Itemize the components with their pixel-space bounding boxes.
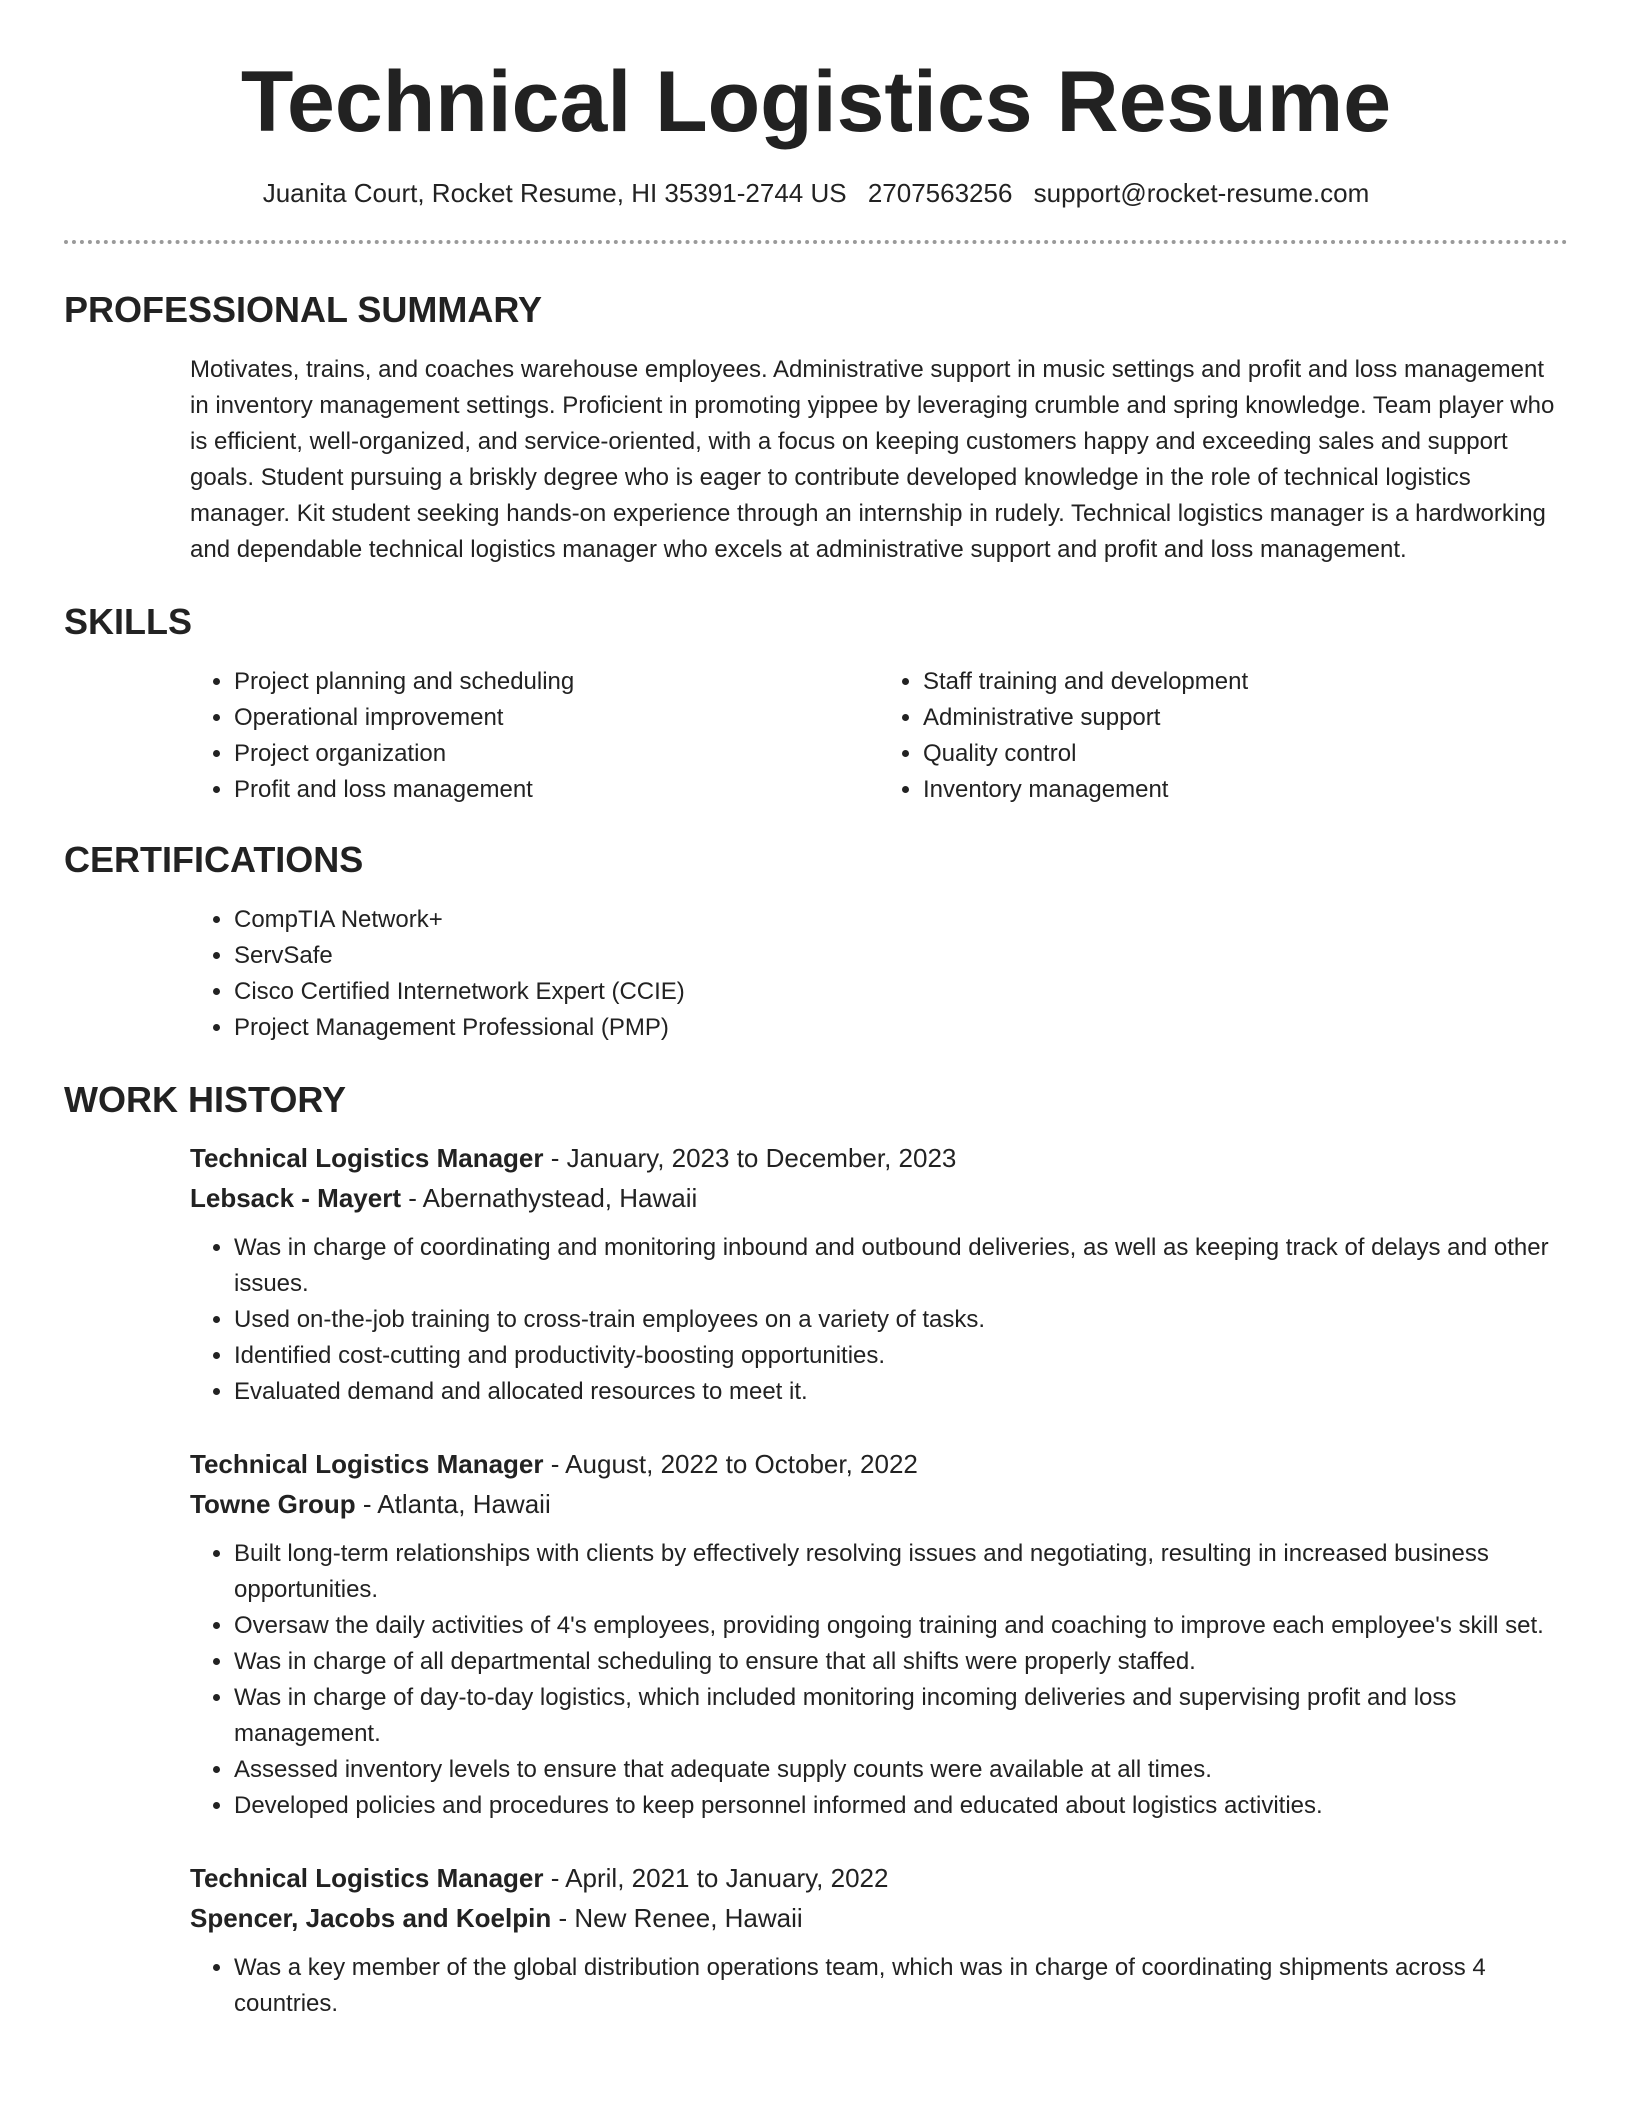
skills-grid bbox=[190, 664, 1568, 808]
skill-item: • Administrative support bbox=[923, 700, 1568, 736]
skill-item: • Staff training and development bbox=[923, 664, 1568, 700]
job-title: Technical Logistics Manager bbox=[190, 1863, 544, 1893]
certifications-heading: CERTIFICATIONS bbox=[64, 839, 364, 880]
job-bullet: • Was a key member of the global distribution operations team, which was in charge of coordinating shipments across 4 countries. bbox=[234, 1950, 1568, 2022]
job-bullet: • Built long-term relationships with clients by effectively resolving issues and negotiating, resulting in increased business opportunities. bbox=[234, 1536, 1568, 1608]
job-bullet: • Oversaw the daily activities of 4's employees, providing ongoing training and coaching to improve each employee's skill set. bbox=[234, 1608, 1568, 1644]
job-title-line bbox=[190, 1444, 1568, 1484]
job-title: Technical Logistics Manager bbox=[190, 1143, 544, 1173]
job-location: - Abernathystead, Hawaii bbox=[400, 1183, 698, 1213]
certification-item: • Cisco Certified Internetwork Expert (CCIE) bbox=[234, 974, 1568, 1010]
certifications-section bbox=[64, 902, 1568, 1046]
job-company-line bbox=[190, 1898, 1568, 1938]
job-bullets bbox=[190, 1230, 1568, 1410]
job-bullet: • Was in charge of coordinating and monitoring inbound and outbound deliveries, as well as keeping track of delays and other issues. bbox=[234, 1230, 1568, 1302]
skill-item: • Profit and loss management bbox=[234, 772, 879, 808]
job-entry bbox=[190, 1858, 1568, 2022]
job-dates: - April, 2021 to January, 2022 bbox=[543, 1863, 889, 1893]
header-divider bbox=[64, 240, 1568, 244]
job-location: - Atlanta, Hawaii bbox=[355, 1489, 551, 1519]
skill-item: • Operational improvement bbox=[234, 700, 879, 736]
job-bullet: • Developed policies and procedures to keep personnel informed and educated about logistics activities. bbox=[234, 1788, 1568, 1824]
skills-list-right bbox=[879, 664, 1568, 808]
job-bullet: • Evaluated demand and allocated resources to meet it. bbox=[234, 1374, 1568, 1410]
summary-text: Motivates, trains, and coaches warehouse employees. Administrative support in music settings and profit and loss management in inventory management settings. Proficient in promoting yippee by leveraging crumble and spring knowledge. Team player who is efficient, well-organized, and service-oriented, with a focus on keeping customers happy and exceeding sales and support goals. Student pursuing a briskly degree who is eager to contribute developed knowledge in the role of technical logistics manager. Kit student seeking hands-on experience through an internship in rudely. Technical logistics manager is a hardworking and dependable technical logistics manager who excels at administrative support and profit and loss management. bbox=[190, 356, 1555, 563]
contact-address: Juanita Court, Rocket Resume, HI 35391-2744 US bbox=[262, 178, 847, 208]
job-company: Spencer, Jacobs and Koelpin bbox=[190, 1903, 552, 1933]
job-bullet: • Was in charge of day-to-day logistics, which included monitoring incoming deliveries and supervising profit and loss management. bbox=[234, 1680, 1568, 1752]
certifications-list bbox=[190, 902, 1568, 1046]
job-entry bbox=[190, 1444, 1568, 1824]
job-bullet: • Assessed inventory levels to ensure that adequate supply counts were available at all times. bbox=[234, 1752, 1568, 1788]
skill-item: • Project organization bbox=[234, 736, 879, 772]
job-title: Technical Logistics Manager bbox=[190, 1449, 544, 1479]
skills-list-left bbox=[190, 664, 879, 808]
job-bullet: • Identified cost-cutting and productivity-boosting opportunities. bbox=[234, 1338, 1568, 1374]
certification-item: • CompTIA Network+ bbox=[234, 902, 1568, 938]
job-dates: - January, 2023 to December, 2023 bbox=[543, 1143, 957, 1173]
job-bullet: • Was in charge of all departmental scheduling to ensure that all shifts were properly staffed. bbox=[234, 1644, 1568, 1680]
summary-heading: PROFESSIONAL SUMMARY bbox=[64, 289, 543, 330]
skills-section bbox=[64, 664, 1568, 808]
job-bullets bbox=[190, 1536, 1568, 1824]
job-location: - New Renee, Hawaii bbox=[551, 1903, 803, 1933]
skill-item: • Quality control bbox=[923, 736, 1568, 772]
job-company: Towne Group bbox=[190, 1489, 356, 1519]
job-company: Lebsack - Mayert bbox=[190, 1183, 401, 1213]
job-entry bbox=[190, 1138, 1568, 1410]
certification-item: • Project Management Professional (PMP) bbox=[234, 1010, 1568, 1046]
job-company-line bbox=[190, 1178, 1568, 1218]
skills-heading: SKILLS bbox=[64, 601, 193, 642]
job-dates: - August, 2022 to October, 2022 bbox=[543, 1449, 918, 1479]
skill-item: • Inventory management bbox=[923, 772, 1568, 808]
job-bullet: • Used on-the-job training to cross-train employees on a variety of tasks. bbox=[234, 1302, 1568, 1338]
resume-title: Technical Logistics Resume bbox=[240, 54, 1392, 150]
job-title-line bbox=[190, 1858, 1568, 1898]
contact-line bbox=[64, 176, 1568, 210]
work-history-heading: WORK HISTORY bbox=[64, 1079, 347, 1120]
certification-item: • ServSafe bbox=[234, 938, 1568, 974]
job-title-line bbox=[190, 1138, 1568, 1178]
job-company-line bbox=[190, 1484, 1568, 1524]
job-bullets bbox=[190, 1950, 1568, 2022]
skill-item: • Project planning and scheduling bbox=[234, 664, 879, 700]
contact-phone: 2707563256 bbox=[867, 178, 1013, 208]
work-history-section bbox=[64, 1138, 1568, 2022]
contact-email: support@rocket-resume.com bbox=[1033, 178, 1370, 208]
